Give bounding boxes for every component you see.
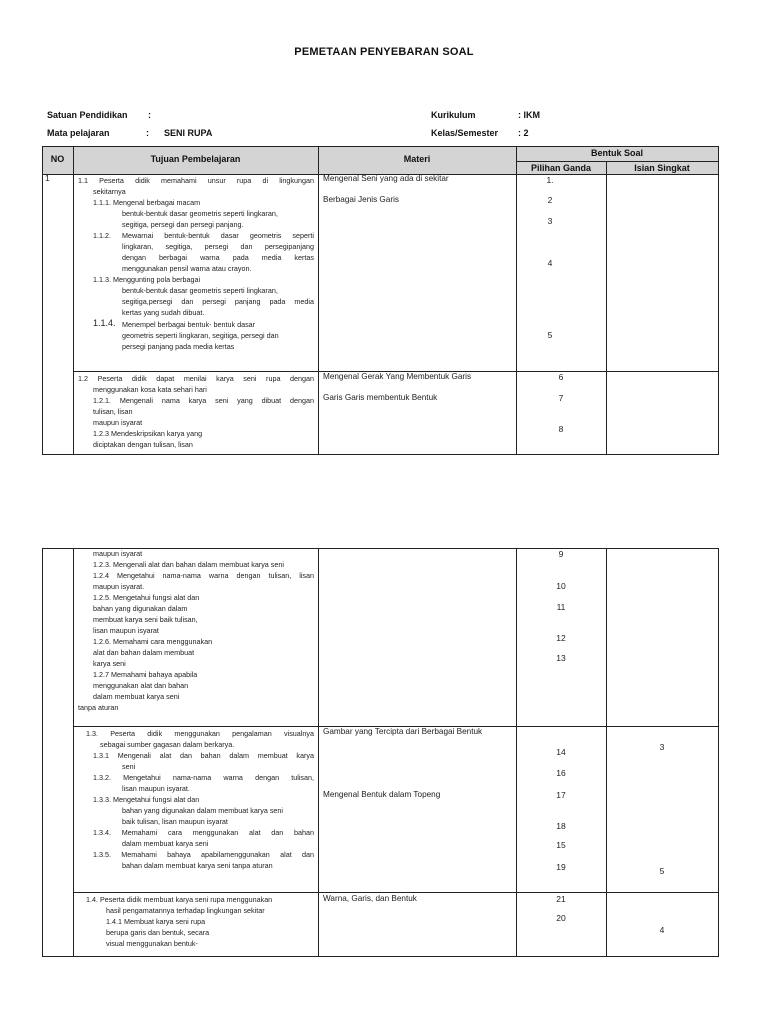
mata-pelajaran-label: Mata pelajaran bbox=[47, 128, 110, 138]
tujuan-text: 1.2.3. Mengenali alat dan bahan dalam membuat karya seni bbox=[93, 560, 284, 569]
tujuan-text: dengan berbagai warna pada media kertas bbox=[122, 253, 314, 262]
kelas-semester-label: Kelas/Semester bbox=[431, 128, 499, 138]
isian-number: 4 bbox=[659, 925, 665, 935]
tujuan-text: karya seni bbox=[93, 659, 126, 668]
pg-number: 16 bbox=[556, 768, 566, 778]
tujuan-text: lisan maupun isyarat. bbox=[122, 784, 190, 793]
tujuan-text: bahan yang digunakan dalam membuat karya seni bbox=[122, 806, 284, 815]
pg-number: 18 bbox=[556, 821, 566, 831]
tujuan-text: hasil pengamatannya terhadap lingkungan sekitar bbox=[106, 906, 265, 915]
tujuan-text: bentuk-bentuk dasar geometris seperti lingkaran, bbox=[122, 286, 278, 295]
pg-number: 15 bbox=[556, 840, 566, 850]
pg-number: 19 bbox=[556, 862, 566, 872]
materi-text: Gambar yang Tercipta dari Berbagai Bentuk bbox=[323, 727, 483, 736]
pg-number: 8 bbox=[558, 424, 564, 434]
pg-number: 5 bbox=[547, 330, 553, 340]
pg-number: 9 bbox=[558, 549, 564, 559]
tujuan-text: 1.1 Peserta didik memahami unsur rupa di lingkungan bbox=[78, 176, 314, 185]
materi-text: Warna, Garis, dan Bentuk bbox=[323, 894, 417, 903]
tujuan-text: seni bbox=[122, 762, 136, 771]
tujuan-text: berupa garis dan bentuk, secara bbox=[106, 928, 210, 937]
pg-number: 17 bbox=[556, 790, 566, 800]
satuan-pendidikan-colon: : bbox=[148, 110, 151, 120]
tujuan-text: maupun isyarat. bbox=[93, 582, 145, 591]
tujuan-text: dalam membuat karya seni bbox=[122, 839, 209, 848]
tujuan-text: 1.2.3 Mendeskripsikan karya yang bbox=[93, 429, 203, 438]
tujuan-text: 1.3.1 Mengenali alat dan bahan dalam membuat karya bbox=[93, 751, 314, 760]
materi-text: Berbagai Jenis Garis bbox=[323, 195, 399, 204]
tujuan-text: geometris seperti lingkaran, segitiga, persegi dan bbox=[122, 331, 279, 340]
mata-pelajaran-colon: : bbox=[146, 128, 149, 138]
tujuan-text: baik tulisan, lisan maupun isyarat bbox=[122, 817, 228, 826]
tujuan-text: 1.2.7 Memahami bahaya apabila bbox=[93, 670, 198, 679]
pg-number: 12 bbox=[556, 633, 566, 643]
materi-text: Mengenal Gerak Yang Membentuk Garis bbox=[323, 372, 472, 381]
tujuan-text: 1.3.5. Memahami bahaya apabilamenggunakan alat dan bbox=[93, 850, 314, 859]
tujuan-text: 1.2 Peserta didik dapat menilai karya seni rupa dengan bbox=[78, 374, 314, 383]
tujuan-text: dalam membuat karya seni bbox=[93, 692, 180, 701]
header-materi: Materi bbox=[403, 154, 431, 164]
satuan-pendidikan-label: Satuan Pendidikan bbox=[47, 110, 128, 120]
pg-number: 3 bbox=[547, 216, 553, 226]
pg-number: 1. bbox=[546, 175, 554, 185]
tujuan-text: 1.2.1. Mengenali nama karya seni yang dibuat dengan bbox=[93, 396, 314, 405]
pg-number: 7 bbox=[558, 393, 564, 403]
tujuan-text: tanpa aturan bbox=[78, 703, 119, 712]
tujuan-text: 1.1.4. bbox=[93, 318, 116, 328]
tujuan-text: segitiga, persegi dan persegi panjang. bbox=[122, 220, 244, 229]
materi-text: Mengenal Bentuk dalam Topeng bbox=[323, 790, 441, 799]
tujuan-text: bahan dalam membuat karya seni tanpa aturan bbox=[122, 861, 273, 870]
header-pilihan-ganda: Pilihan Ganda bbox=[530, 163, 591, 173]
kurikulum-value: : IKM bbox=[518, 110, 540, 120]
tujuan-text: diciptakan dengan tulisan, lisan bbox=[93, 440, 193, 449]
pg-number: 13 bbox=[556, 653, 566, 663]
pg-number: 20 bbox=[556, 913, 566, 923]
tujuan-text: visual menggunakan bentuk- bbox=[106, 939, 198, 948]
isian-number: 5 bbox=[659, 866, 665, 876]
tujuan-text: sebagai sumber gagasan dalam berkarya. bbox=[100, 740, 235, 749]
header-tujuan: Tujuan Pembelajaran bbox=[150, 154, 241, 164]
tujuan-text: segitiga,persegi dan persegi panjang pada media bbox=[122, 297, 314, 306]
isian-number: 3 bbox=[659, 742, 665, 752]
tujuan-text: kertas yang sudah dibuat. bbox=[122, 308, 205, 317]
tujuan-text: persegi panjang pada media kertas bbox=[122, 342, 235, 351]
tujuan-text: alat dan bahan dalam membuat bbox=[93, 648, 195, 657]
tujuan-text: 1.3.4. Memahami cara menggunakan alat dan bahan bbox=[93, 828, 314, 837]
tujuan-text: 1.4.1 Membuat karya seni rupa bbox=[106, 917, 206, 926]
materi-text: Garis Garis membentuk Bentuk bbox=[323, 393, 438, 402]
tujuan-text: menggunakan pensil warna atau crayon. bbox=[122, 264, 252, 273]
tujuan-text: lingkaran, segitiga, persegi dan persegipanjang bbox=[122, 242, 314, 251]
tujuan-text: 1.2.6. Memahami cara menggunakan bbox=[93, 637, 213, 646]
header-bentuk-soal: Bentuk Soal bbox=[590, 148, 643, 158]
tujuan-text: 1.3.2. Mengetahui nama-nama warna dengan tulisan, bbox=[93, 773, 314, 782]
tujuan-text: Menempel berbagai bentuk- bentuk dasar bbox=[122, 320, 256, 329]
header-isian-singkat: Isian Singkat bbox=[634, 163, 690, 173]
tujuan-text: 1.4. Peserta didik membuat karya seni rupa menggunakan bbox=[86, 895, 273, 904]
tujuan-text: maupun isyarat bbox=[93, 549, 143, 558]
tujuan-text: menggunakan alat dan bahan bbox=[93, 681, 189, 690]
tujuan-text: bahan yang digunakan dalam bbox=[93, 604, 188, 613]
page-title: PEMETAAN PENYEBARAN SOAL bbox=[294, 46, 474, 58]
tujuan-text: 1.1.2. Mewarnai bentuk-bentuk dasar geometris seperti bbox=[93, 231, 314, 240]
pg-number: 2 bbox=[547, 195, 553, 205]
kurikulum-label: Kurikulum bbox=[431, 110, 476, 120]
tujuan-text: 1.2.5. Mengetahui fungsi alat dan bbox=[93, 593, 200, 602]
kelas-semester-value: : 2 bbox=[518, 128, 529, 138]
pg-number: 10 bbox=[556, 581, 566, 591]
mata-pelajaran-value: SENI RUPA bbox=[164, 128, 213, 138]
pg-number: 11 bbox=[556, 602, 566, 612]
tujuan-text: membuat karya seni baik tulisan, bbox=[93, 615, 198, 624]
row-number: 1 bbox=[45, 173, 50, 183]
tujuan-text: 1.3.3. Mengetahui fungsi alat dan bbox=[93, 795, 200, 804]
materi-text: Mengenal Seni yang ada di sekitar bbox=[323, 174, 449, 183]
header-no: NO bbox=[50, 154, 65, 164]
tujuan-text: 1.1.3. Menggunting pola berbagai bbox=[93, 275, 201, 284]
tujuan-text: tulisan, lisan bbox=[93, 407, 133, 416]
tujuan-text: 1.2.4 Mengetahui nama-nama warna dengan tulisan, lisan bbox=[93, 571, 314, 580]
tujuan-text: bentuk-bentuk dasar geometris seperti lingkaran, bbox=[122, 209, 278, 218]
tujuan-text: menggunakan kosa kata sehari hari bbox=[93, 385, 207, 394]
pg-number: 4 bbox=[547, 258, 553, 268]
tujuan-text: lisan maupun isyarat bbox=[93, 626, 159, 635]
tujuan-text: 1.3. Peserta didik menggunakan pengalaman visualnya bbox=[86, 729, 314, 738]
tujuan-text: sekitarnya bbox=[93, 187, 126, 196]
pg-number: 21 bbox=[556, 894, 566, 904]
tujuan-text: 1.1.1. Mengenal berbagai macam bbox=[93, 198, 201, 207]
tujuan-text: maupun isyarat bbox=[93, 418, 143, 427]
pg-number: 6 bbox=[558, 372, 564, 382]
pg-number: 14 bbox=[556, 747, 566, 757]
